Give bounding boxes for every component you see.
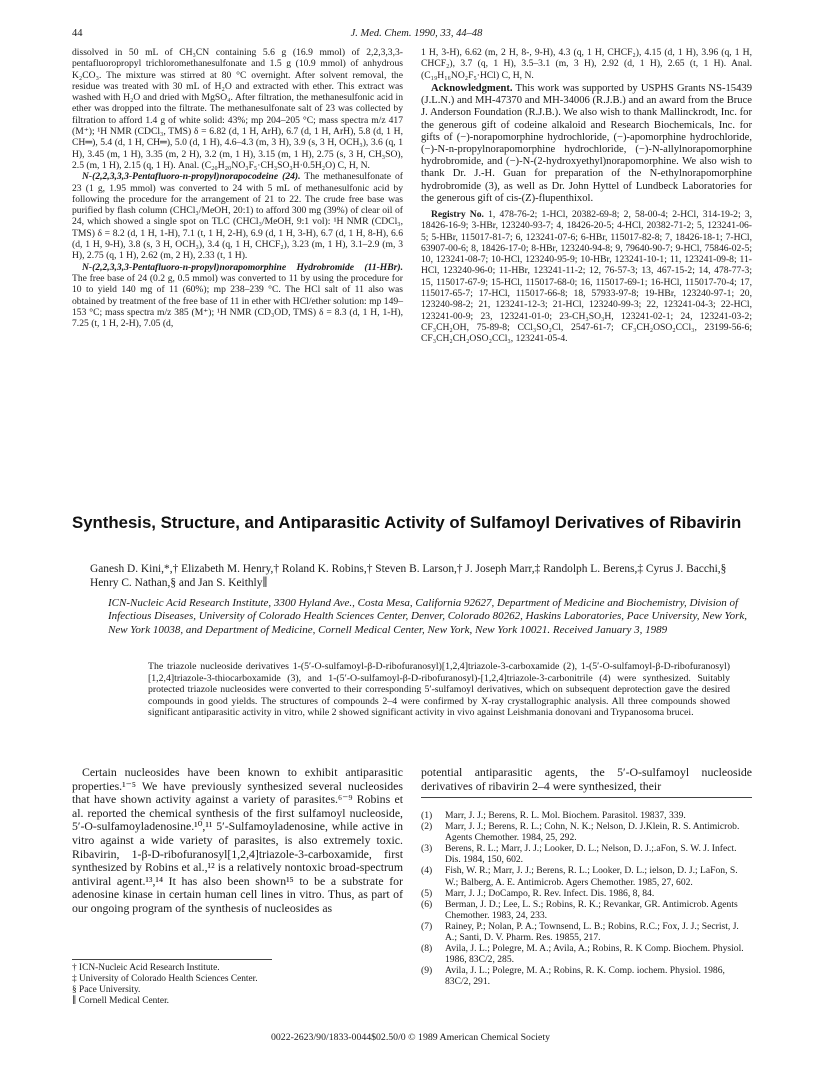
footnote: § Pace University. — [72, 985, 141, 995]
references-list — [421, 797, 752, 988]
top-right-column — [421, 47, 752, 344]
experimental-paragraph: dissolved in 50 mL of CH₃CN containing 5.6 g (16.9 mmol) of 2,2,3,3,3-pentafluoropropyl trichloromethanesulfonate and 1.5 g (10.9 mmol) of anhydrous K₂CO₃. The mixture was stirred at 80 °C overnight. After solvent removal, the residue was treated with 30 mL of H₂O and extracted with ether. This extract was washed with H₂O and dried with MgSO₄. After filtration, the methanesulfonic acid in ether was dropped into the filtrate. The methanesulfonate salt of 23 was collected by filtration to afford 1.4 g of white solid: 43%; mp 204–205 °C; mass spectra m/z 417 (M⁺); ¹H NMR (CDCl₃, TMS) δ = 6.82 (d, 1 H, ArH), 6.7 (d, 1 H, ArH), 5.8 (d, 1 H, CH═), 5.4 (d, 1 H, CH═), 5.0 (d, 1 H), 4.6–4.3 (m, 3 H), 3.9 (s, 3 H, OCH₃), 3.6 (q, 1 H), 3.45 (m, 1 H), 3.35 (m, 2 H), 3.2 (m, 1 H), 3.15 (m, 1 H), 2.75 (s, 3 H, CH₃SO), 2.5 (m, 1 H), 2.15 (q, 1 H). Anal. (C₂₀H₂₀NO₃F₅·CH₃SO₃H·0.5H₂O) C, H, N. — [72, 47, 403, 171]
reference-item: (6) Berman, J. D.; Lee, L. S.; Robins, R. K.; Revankar, GR. Antimicrob. Agents Chemother. 1983, 24, 233. — [421, 898, 738, 921]
article-authors: Ganesh D. Kini,*,† Elizabeth M. Henry,† Roland K. Robins,† Steven B. Larson,† J. Joseph Marr,‡ Randolph L. Berens,‡ Cyrus J. Bacchi,§ Henry C. Nathan,§ and Jan S. Keithly∥ — [90, 563, 727, 589]
body-right-column — [421, 766, 752, 793]
registry-heading: Registry No. — [431, 208, 484, 220]
body-paragraph: potential antiparasitic agents, the 5′-O-sulfamoyl nucleoside derivatives of ribavirin 2–4 were synthesized, their — [421, 765, 752, 793]
experimental-paragraph — [72, 171, 403, 261]
reference-item: (9) Avila, J. L.; Polegre, M. A.; Robins, R. K. Comp. iochem. Physiol. 1986, 83C/2, 291. — [421, 965, 725, 988]
experimental-paragraph — [72, 262, 403, 330]
article-title: Synthesis, Structure, and Antiparasitic Activity of Sulfamoyl Derivatives of Ribavirin — [72, 513, 742, 532]
article-abstract: The triazole nucleoside derivatives 1-(5′-O-sulfamoyl-β-D-ribofuranosyl)[1,2,4]triazole-3-carboxamide (2), 1-(5′-O-sulfamoyl-β-D-ribofuranosyl)[1,2,4]triazole-3-thiocarboxamide (3), and 1-(5′-O-sulfamoyl-β-D-ribofuranosyl)-[1,2,4]triazole-3-carbonitrile (4) were synthesized. Suitably protected triazole nucleosides were converted to their corresponding 5′-sulfamoyl derivatives, which on subsequent deprotection gave the desired compounds in good yields. The structures of compounds 2–4 were confirmed by X-ray crystallographic analysis. All three compounds showed significant antiparasitic activity in vitro, while 2 showed significant activity in vivo against Leishmania donovani and Trypanosoma brucei. — [148, 661, 730, 718]
reference-item: (4) Fish, W. R.; Marr, J. J.; Berens, R. L.; Looker, D. L.; ielson, D. J.; LaFon, S. W.; Balberg, A. E. Antimicrob. Agers Chemother. 1985, 27, 602. — [421, 865, 738, 888]
experimental-paragraph: 1 H, 3-H), 6.62 (m, 2 H, 8-, 9-H), 4.3 (q, 1 H, CHCF₂), 4.15 (d, 1 H), 3.96 (q, 1 H, CHCF₂), 3.7 (q, 1 H), 3.5–3.1 (m, 3 H), 2.92 (d, 1 H), 2.65 (t, 1 H). Anal. (C₁₉H₁₆NO₂F₅·HCl) C, H, N. — [421, 47, 752, 81]
reference-item: (1) Marr, J. J.; Berens, R. L. Mol. Biochem. Parasitol. 19837, 339. — [421, 810, 686, 821]
reference-item: (3) Berens, R. L.; Marr, J. J.; Looker, D. L.; Nelson, D. J.;.aFon, S. W. J. Infect. Dis. 1984, 150, 602. — [421, 843, 737, 866]
body-left-column — [72, 766, 403, 916]
acknowledgment-heading: Acknowledgment. — [431, 82, 513, 94]
compound-text: The methanesulfonate of 23 (1 g, 1.95 mmol) was converted to 24 with 5 mL of methanesulfonic acid by following the procedure for the arrangement of 21 to 22. The crude free base was purified by flash column (CHCl₃/MeOH, 20:1) to afford 300 mg (39%) of clear oil of 24, which showed a single spot on TLC (CHCl₃/MeOH, 9:1 vol): ¹H NMR (CDCl₃, TMS) δ = 8.2 (d, 1 H, 1-H), 7.1 (t, 1 H, 2-H), 6.9 (d, 1 H, 3-H), 6.7 (d, 1 H, 8-H), 6.6 (d, 1 H, 9-H), 3.8 (s, 3 H, OCH₃), 3.4 (q, 1 H, CHCF₂), 3.23 (m, 1 H), 3.1–2.9 (m, 3 H), 2.75 (q, 1 H), 2.62 (m, 2 H), 2.33 (t, 1 H). — [72, 171, 403, 262]
copyright-footer: 0022-2623/90/1833-0044$02.50/0 © 1989 American Chemical Society — [271, 1032, 550, 1043]
footnote: ‡ University of Colorado Health Sciences Center. — [72, 974, 258, 984]
compound-heading: N-(2,2,3,3,3-Pentafluoro-n-propyl)norapomorphine Hydrobromide (11-HBr). — [82, 261, 403, 273]
top-left-column — [72, 47, 403, 329]
footnote: ∥ Cornell Medical Center. — [72, 996, 170, 1006]
article-affiliation: ICN-Nucleic Acid Research Institute, 3300 Hyland Ave., Costa Mesa, California 92627, Department of Medicine and Biochemistry, Division of Infectious Diseases, University of Colorado Health Sciences Center, Denver, Colorado 80262, Haskins Laboratories, Pace University, New York, New York 10038, and Department of Medicine, Cornell Medical Center, New York, New York 10021. Received January 3, 1989 — [108, 597, 748, 636]
reference-item: (5) Marr, J. J.; DoCampo, R. Rev. Infect. Dis. 1986, 8, 84. — [421, 887, 655, 899]
compound-heading: N-(2,2,3,3,3-Pentafluoro-n-propyl)norapocodeine (24). — [82, 171, 301, 183]
reference-item: (7) Rainey, P.; Nolan, P. A.; Townsend, L. B.; Robins, R.C.; Fox, J. J.; Secrist, J. A.; Santi, D. V. Pharm. Res. 19855, 217. — [421, 920, 739, 944]
affiliation-footnotes — [72, 959, 272, 1007]
footnote: † ICN-Nucleic Acid Research Institute. — [72, 963, 220, 973]
journal-citation: J. Med. Chem. 1990, 33, 44–48 — [350, 28, 483, 39]
registry-text: 1, 478-76-2; 1-HCl, 20382-69-8; 2, 58-00-4; 2-HCl, 314-19-2; 3, 18426-16-9; 3-HBr, 123240-93-7; 4, 18426-20-5; 4-HCl, 20382-71-2; 5, 123241-06-5; 5-HBr, 115017-81-7; 6, 123241-07-6; 6-HBr, 115017-82-8; 7, 18426-18-1; 7-HCl, 63907-00-6; 8, 18426-17-0; 8-HBr, 123240-94-8; 9, 79640-90-7; 9-HCl, 75846-02-5; 10, 123241-08-7; 10-HCl, 123240-95-9; 10-HBr, 123241-10-1; 11, 123241-09-8; 11-HCl, 123240-96-0; 11-HBr, 123241-11-2; 12, 76-57-3; 13, 467-15-2; 14, 478-77-3; 15, 115017-67-9; 15-HCl, 115017-68-0; 16, 115017-69-1; 16-HCl, 115017-70-4; 17, 115017-65-7; 17-HCl, 115017-66-8; 18, 57933-97-8; 19-HBr, 123240-97-1; 20, 123240-98-2; 21, 123241-12-3; 21-HCl, 123240-99-3; 22, 123241-04-3; 22-HCl, 123241-00-9; 23, 123241-01-0; 23-CH₃SO₃H, 123241-02-1; 24, 123241-03-2; CF₃CH₂OH, 75-89-8; CCl₃SO₂Cl, 2547-61-7; CF₃CH₂OSO₂CCl₃, 23199-56-6; CF₃CH₂CH₂OSO₂CCl₃, 123241-05-4. — [421, 208, 752, 345]
body-paragraph: Certain nucleosides have been known to exhibit antiparasitic properties.¹⁻⁵ We have previously synthesized several nucleosides that have shown activity against a variety of parasites.⁶⁻⁹ Robins et al. reported the chemical synthesis of the first sulfamoyl nucleoside, 5′-O-sulfamoyladenosine.¹⁰,¹¹ 5′-Sulfamoyladenosine, while active in vitro against a wide variety of parasites, is also extremely toxic. Ribavirin, 1-β-D-ribofuranosyl[1,2,4]triazole-3-carboxamide, first synthesized by Robins et al.,¹² is a relatively nontoxic broad-spectrum antiviral agent.¹³,¹⁴ It has also been shown¹⁵ to be a substrate for adenosine kinase in certain human cell lines in vitro. Thus, as part of our ongoing program of the synthesis of nucleosides as — [72, 765, 403, 915]
page-header — [72, 28, 761, 42]
reference-item: (8) Avila, J. L.; Polegre, M. A.; Avila, A.; Robins, R. K Comp. Biochem. Physiol. 1986, 83C/2, 285. — [421, 943, 744, 966]
page-number: 44 — [72, 28, 83, 39]
acknowledgment — [421, 83, 752, 205]
reference-item: (2) Marr, J. J.; Berens, R. L.; Cohn, N. K.; Nelson, D. J.Klein, R. S. Antimicrob. Agents Chemother. 1984, 25, 292. — [421, 821, 740, 844]
registry-numbers — [421, 209, 752, 345]
compound-text: The free base of 24 (0.2 g, 0.5 mmol) was converted to 11 by using the procedure for 10 to yield 140 mg of 11 (60%); mp 238–239 °C. The HCl salt of 11 also was obtained by treatment of the free base of 11 in ether with HCl/ether solution: mp 149–153 °C; mass spectra m/z 385 (M⁺); ¹H NMR (CD₃OD, TMS) δ = 8.3 (d, 1 H, 1-H), 7.25 (t, 1 H, 2-H), 7.05 (d, — [72, 272, 403, 330]
acknowledgment-text: This work was supported by USPHS Grants NS-15439 (J.L.N.) and MH-47370 and MH-34006 (R.J.B.) and an award from the Bruce J. Anderson Foundation (R.J.B.). We also wish to thank Mallinckrodt, Inc. for the generous gift of codeine alkaloid and Research Biochemicals, Inc. for gifts of (−)-norapomorphine hydrochloride, (−)-apomorphine hydrochloride, (−)-N-n-propylnorapomorphine hydrochloride, (−)-N-allylnorapomorphine hydrobromide, and (−)-N-(2-hydroxyethyl)norapomorphine. We also wish to thank Dr. J.-H. Guan for preparation of the N-ethylnorapomorphine hydrobromide (3), as well as Dr. John Hyttel of Lundbeck Laboratories for the generous gift of cis-(Z)-flupenthixol. — [421, 82, 752, 204]
